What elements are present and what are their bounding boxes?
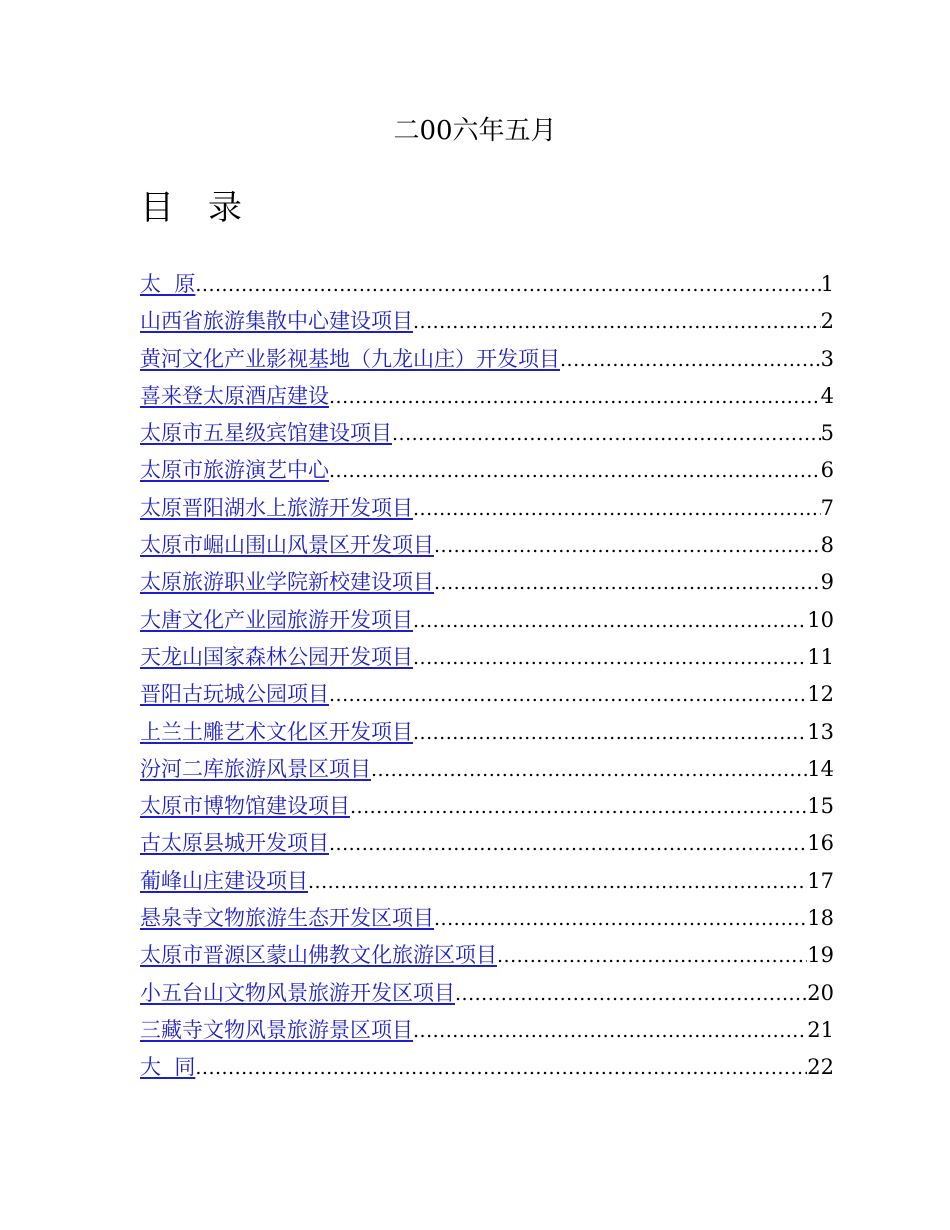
toc-link[interactable]: 大 同: [140, 1055, 196, 1080]
toc-leader-dots: [560, 342, 821, 379]
toc-link[interactable]: 悬泉寺文物旅游生态开发区项目: [140, 906, 434, 931]
toc-page-number: 21: [807, 1017, 834, 1042]
toc-page-number: 5: [820, 421, 834, 446]
toc-leader-dots: [350, 789, 807, 826]
toc-page-number: 7: [820, 495, 834, 520]
toc-leader-dots: [329, 826, 807, 863]
date-line: 二00六年五月: [393, 116, 557, 146]
toc-entry: [140, 303, 834, 340]
toc-page-number: 19: [807, 943, 834, 968]
toc-link[interactable]: 太原市崛山围山风景区开发项目: [140, 533, 434, 558]
toc-page-number: 6: [820, 458, 834, 483]
toc-entry: [140, 900, 834, 937]
toc-leader-dots: [413, 603, 807, 640]
toc-page-number: 4: [820, 383, 834, 408]
toc-entry: [140, 751, 834, 788]
toc-link[interactable]: 古太原县城开发项目: [140, 831, 329, 856]
toc-link[interactable]: 上兰土雕艺术文化区开发项目: [140, 719, 413, 744]
toc-page-number: 20: [807, 980, 834, 1005]
toc-page-number: 11: [807, 644, 834, 669]
toc-leader-dots: [195, 267, 820, 304]
toc-entry: [140, 1049, 834, 1086]
toc-page-number: 9: [820, 570, 834, 595]
toc-entry: [140, 490, 834, 527]
toc-entry: [140, 863, 834, 900]
toc-heading-char-1: 目: [140, 188, 174, 228]
toc-entry: [140, 527, 834, 564]
toc-link[interactable]: 晋阳古玩城公园项目: [140, 682, 329, 707]
toc-entry: [140, 714, 834, 751]
toc-page-number: 2: [820, 309, 834, 334]
toc-entry: [140, 825, 834, 862]
toc-leader-dots: [413, 304, 821, 341]
toc-list: [140, 266, 834, 1087]
toc-link[interactable]: 汾河二库旅游风景区项目: [140, 756, 371, 781]
toc-page-number: 3: [820, 346, 834, 371]
toc-page-number: 16: [807, 831, 834, 856]
toc-entry: [140, 452, 834, 489]
toc-link[interactable]: 太原市旅游演艺中心: [140, 458, 329, 483]
toc-link[interactable]: 太 原: [140, 272, 196, 296]
toc-heading-char-2: 录: [208, 188, 242, 228]
toc-entry: [140, 639, 834, 676]
toc-leader-dots: [497, 938, 807, 975]
toc-link[interactable]: 天龙山国家森林公园开发项目: [140, 644, 413, 669]
toc-link[interactable]: 太原旅游职业学院新校建设项目: [140, 570, 434, 595]
toc-leader-dots: [434, 528, 821, 565]
toc-link[interactable]: 小五台山文物风景旅游开发区项目: [140, 980, 455, 1005]
toc-link[interactable]: 太原市五星级宾馆建设项目: [140, 421, 392, 446]
toc-page-number: 22: [807, 1055, 834, 1080]
toc-leader-dots: [413, 640, 807, 677]
toc-link[interactable]: 山西省旅游集散中心建设项目: [140, 309, 413, 334]
toc-leader-dots: [195, 1050, 807, 1087]
toc-link[interactable]: 黄河文化产业影视基地（九龙山庄）开发项目: [140, 346, 560, 371]
toc-link[interactable]: 葡峰山庄建设项目: [140, 868, 308, 893]
toc-link[interactable]: 太原晋阳湖水上旅游开发项目: [140, 495, 413, 520]
toc-page-number: 1: [820, 272, 834, 296]
toc-leader-dots: [329, 453, 821, 490]
toc-leader-dots: [308, 864, 807, 901]
toc-entry: [140, 602, 834, 639]
toc-page-number: 15: [807, 794, 834, 819]
toc-leader-dots: [434, 565, 821, 602]
toc-entry: [140, 341, 834, 378]
toc-leader-dots: [434, 901, 807, 938]
toc-leader-dots: [413, 715, 807, 752]
toc-leader-dots: [455, 976, 807, 1013]
toc-entry: [140, 788, 834, 825]
toc-leader-dots: [413, 491, 821, 528]
toc-leader-dots: [371, 752, 807, 789]
toc-leader-dots: [392, 416, 821, 453]
toc-link[interactable]: 喜来登太原酒店建设: [140, 383, 329, 408]
toc-entry: [140, 975, 834, 1012]
toc-leader-dots: [329, 379, 821, 416]
toc-page-number: 18: [807, 906, 834, 931]
toc-link[interactable]: 太原市晋源区蒙山佛教文化旅游区项目: [140, 943, 497, 968]
toc-link[interactable]: 太原市博物馆建设项目: [140, 794, 350, 819]
toc-entry: [140, 378, 834, 415]
toc-leader-dots: [413, 1013, 807, 1050]
toc-page-number: 17: [807, 868, 834, 893]
toc-page-number: 10: [807, 607, 834, 632]
toc-page-number: 8: [820, 533, 834, 558]
toc-link[interactable]: 三藏寺文物风景旅游景区项目: [140, 1017, 413, 1042]
toc-entry: [140, 266, 834, 303]
toc-entry: [140, 676, 834, 713]
toc-page-number: 12: [807, 682, 834, 707]
toc-entry: [140, 1012, 834, 1049]
toc-page-number: 14: [807, 756, 834, 781]
toc-entry: [140, 415, 834, 452]
toc-heading: [140, 186, 242, 230]
toc-link[interactable]: 大唐文化产业园旅游开发项目: [140, 607, 413, 632]
toc-leader-dots: [329, 677, 807, 714]
toc-entry: [140, 564, 834, 601]
toc-page-number: 13: [807, 719, 834, 744]
toc-entry: [140, 937, 834, 974]
